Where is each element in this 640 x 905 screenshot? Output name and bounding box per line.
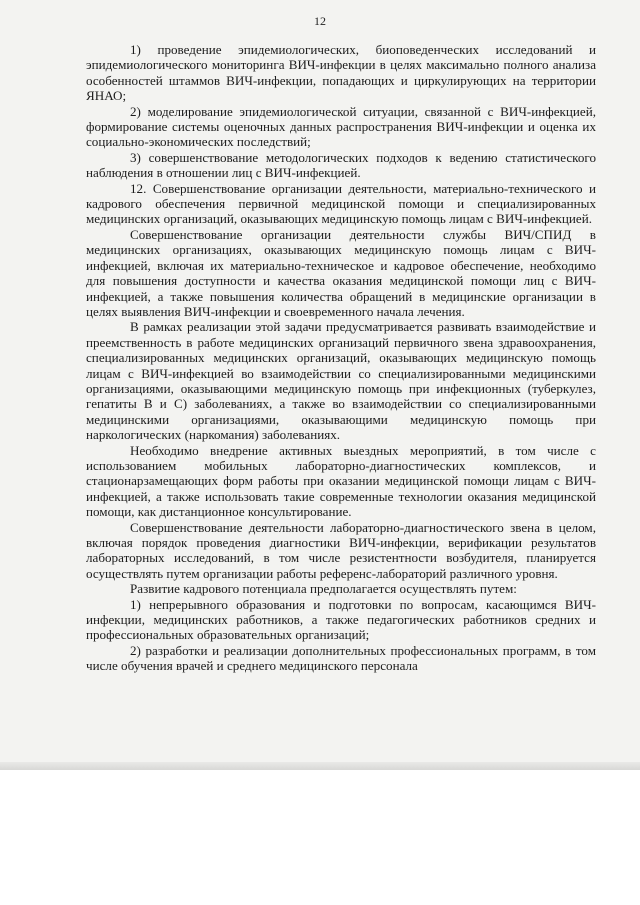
scan-bottom-edge [0, 762, 640, 770]
paragraph-3: 3) совершенствование методологических подходов к ведению статистического наблюдения в отношении лиц с ВИЧ-инфекцией. [86, 149, 596, 181]
paragraph-10: 1) непрерывного образования и подготовки по вопросам, касающимся ВИЧ-инфекции, медицинских работников, а также педагогических работников средних и профессиональных образовательных организаций; [86, 596, 596, 643]
page-number: 12 [314, 14, 326, 28]
paragraph-1: 1) проведение эпидемиологических, биоповеденческих исследований и эпидемиологического мониторинга ВИЧ-инфекции в целях максимально полного анализа особенностей штаммов ВИЧ-инфекции, попадающих и циркулирующих на территории ЯНАО; [86, 42, 596, 104]
paragraph-7: Необходимо внедрение активных выездных мероприятий, в том числе с использованием мобильных лабораторно-диагностических комплексов, и стационарзамещающих форм работы при оказании медицинской помощи лицам с ВИЧ-инфекцией, а также использовать такие современные технологии оказания медицинской помощи, как дистанционное консультирование. [86, 442, 596, 520]
document-body [86, 42, 596, 674]
paragraph-11: 2) разработки и реализации дополнительных профессиональных программ, в том числе обучения врачей и среднего медицинского персонала [86, 642, 596, 674]
paragraph-5: Совершенствование организации деятельности службы ВИЧ/СПИД в медицинских организациях, оказывающих медицинскую помощь лицам с ВИЧ-инфекцией, включая их материально-техническое и кадровое обеспечение, необходимо для повышения доступности и качества оказания медицинской помощи лиц с ВИЧ-инфекцией, а также повышения количества обращений в медицинские организации в целях выявления ВИЧ-инфекции и своевременного начала лечения. [86, 226, 596, 319]
paragraph-8: Совершенствование деятельности лабораторно-диагностического звена в целом, включая порядок проведения диагностики ВИЧ-инфекции, верификации результатов лабораторных исследований, в том числе резистентности возбудителя, планируется осуществлять путем организации работы референс-лабораторий различного уровня. [86, 519, 596, 581]
paragraph-6: В рамках реализации этой задачи предусматривается развивать взаимодействие и преемственность в работе медицинских организаций первичного звена здравоохранения, специализированных медицинских организаций, оказывающих медицинскую помощь лицам с ВИЧ-инфекцией во взаимодействии со специализированными медицинскими организациями, оказывающими медицинскую помощь при инфекционных (туберкулез, гепатиты В и С) заболеваниях, а также во взаимодействии со специализированными медицинскими организациями, оказывающими медицинскую помощь при наркологических (наркомания) заболеваниях. [86, 319, 596, 443]
paragraph-9: Развитие кадрового потенциала предполагается осуществлять путем: [130, 581, 517, 597]
paragraph-4: 12. Совершенствование организации деятельности, материально-технического и кадрового обеспечения первичной медицинской помощи и специализированных медицинских организаций, оказывающих медицинскую помощь лицам с ВИЧ-инфекцией. [86, 180, 596, 227]
paragraph-2: 2) моделирование эпидемиологической ситуации, связанной с ВИЧ-инфекцией, формирование системы оценочных данных распространения ВИЧ-инфекции и оценка их социально-экономических последствий; [86, 103, 596, 150]
